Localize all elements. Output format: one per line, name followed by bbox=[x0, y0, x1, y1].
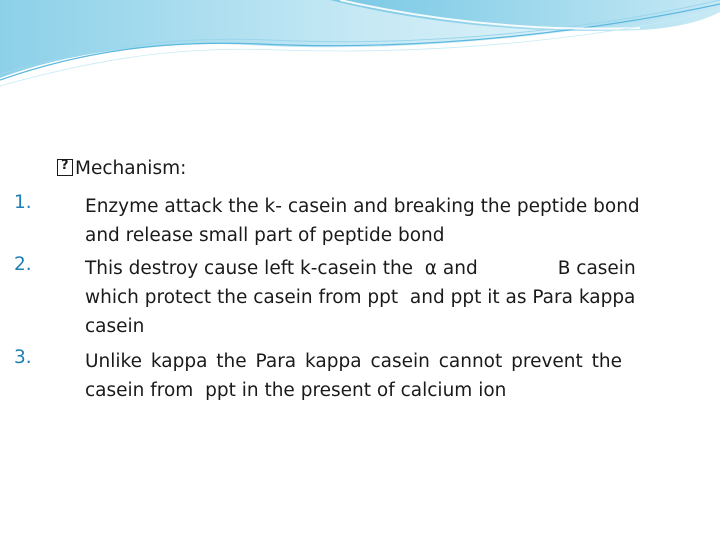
list-item-segment: B casein bbox=[557, 258, 636, 279]
list-item-line bbox=[85, 283, 672, 312]
list-number: 3. bbox=[14, 347, 32, 368]
list-item-text bbox=[85, 254, 672, 341]
heading-text: Mechanism: bbox=[75, 158, 187, 179]
list-number: 1. bbox=[14, 192, 32, 213]
list-item-segment: This destroy cause left k-casein the α and bbox=[85, 258, 478, 279]
list-item-line: casein bbox=[85, 316, 145, 337]
list-item-line bbox=[85, 254, 672, 283]
list-item-segment: which protect the casein from ppt and ppt it as Para kappa bbox=[85, 287, 636, 308]
list-item-line: Enzyme attack the k- casein and breaking the peptide bond bbox=[85, 196, 640, 217]
heading-mechanism bbox=[57, 158, 186, 179]
list-item-text bbox=[85, 192, 672, 250]
list-item-line: casein from ppt in the present of calcium ion bbox=[85, 380, 507, 401]
list-number: 2. bbox=[14, 254, 32, 275]
missing-glyph-bullet-icon bbox=[57, 159, 73, 176]
list-item-text bbox=[85, 347, 672, 405]
list-item-line: and release small part of peptide bond bbox=[85, 225, 445, 246]
list-item-line: Unlike kappa the Para kappa casein cannot prevent the bbox=[85, 351, 623, 372]
